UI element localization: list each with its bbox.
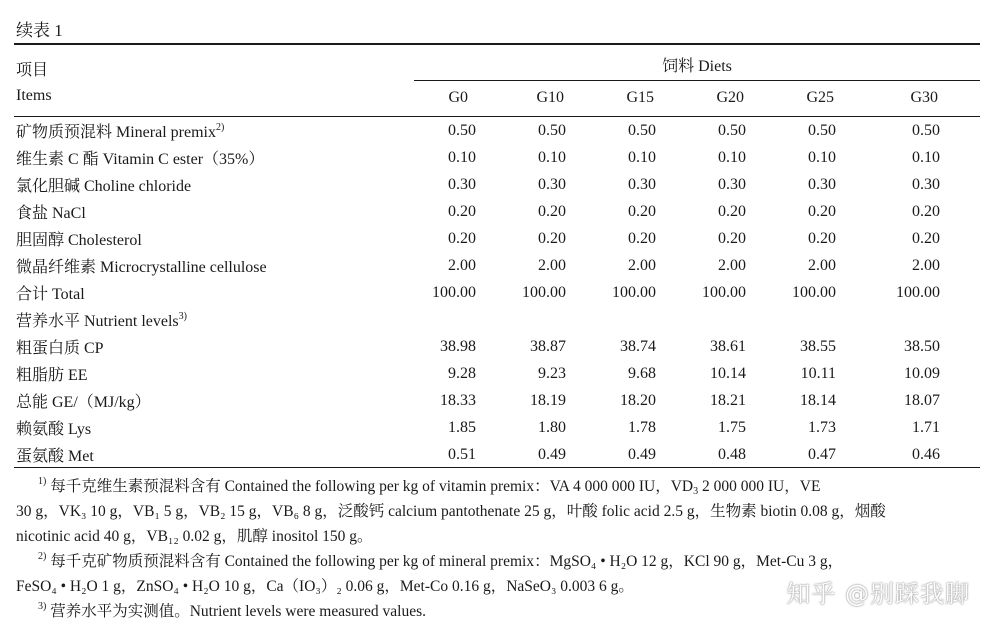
row-padding: [940, 414, 980, 441]
zhihu-watermark: 知乎 @别踩我脚: [786, 580, 970, 608]
table-cell: 0.50: [448, 121, 476, 139]
table-row: [14, 414, 980, 441]
table-cell: 0.50: [718, 121, 746, 139]
table-row: [14, 387, 980, 414]
top-rule: [14, 43, 980, 45]
table-cell: 100.00: [896, 283, 940, 301]
row-label-text: 维生素 C 酯 Vitamin C ester（35%）: [16, 151, 265, 168]
row-label: [14, 387, 416, 414]
table-cell: 2.00: [538, 256, 566, 274]
table-row: [14, 279, 980, 306]
row-label-text: 合计 Total: [16, 286, 85, 303]
footnote-1-sub: 3: [693, 486, 699, 497]
row-padding: [940, 252, 980, 279]
table-cell: 1.78: [628, 418, 656, 436]
table-cell: 0.20: [448, 229, 476, 247]
table-cell: 18.33: [440, 391, 476, 409]
row-label: [14, 252, 416, 279]
table-cell: 38.50: [904, 337, 940, 355]
table-cell: 0.30: [538, 175, 566, 193]
row-padding: [940, 198, 980, 225]
table-cell: 100.00: [702, 283, 746, 301]
table-cell: 0.10: [628, 148, 656, 166]
table-cell: 0.20: [912, 202, 940, 220]
table-cell: 38.61: [710, 337, 746, 355]
table-cell: 2.00: [448, 256, 476, 274]
row-label-footnote-mark: 3): [178, 311, 187, 322]
row-label: [14, 198, 416, 225]
row-label: [14, 279, 416, 306]
row-padding: [940, 387, 980, 414]
table-cell: 100.00: [522, 283, 566, 301]
table-cell: 0.10: [808, 148, 836, 166]
footnote-1: [16, 474, 980, 499]
table-cell: 9.28: [448, 364, 476, 382]
table-row: [14, 333, 980, 360]
table-cell: 38.87: [530, 337, 566, 355]
table-cell: 0.20: [808, 202, 836, 220]
table-cell: 0.10: [718, 148, 746, 166]
footnote-2-text: 每千克矿物质预混料含有 Contained the following per kg of mineral premix：MgSO₄ • H₂O 12 g，KCl 90 g，Met-Cu 3 g，: [50, 553, 844, 570]
bottom-rule: [14, 467, 980, 468]
items-header: [16, 58, 52, 108]
table-cell: 0.30: [912, 175, 940, 193]
row-label-footnote-mark: 2): [215, 122, 225, 133]
row-label-text: 总能 GE/（MJ/kg）: [16, 394, 151, 411]
row-label-text: 赖氨酸 Lys: [16, 421, 92, 438]
table-cell: 38.74: [620, 337, 656, 355]
table-cell: 0.50: [912, 121, 940, 139]
table-cell: 0.20: [538, 229, 566, 247]
table-cell: 10.09: [904, 364, 940, 382]
table-cell: 0.20: [448, 202, 476, 220]
table-cell: 9.23: [538, 364, 566, 382]
row-label-text: 食盐 NaCl: [16, 205, 86, 222]
table-row: [14, 144, 980, 171]
table-cell: 18.20: [620, 391, 656, 409]
diets-group-header: 饲料 Diets: [662, 58, 732, 75]
footnote-1-line-2: 30 g，VK₃ 10 g，VB₁ 5 g，VB₂ 15 g，VB₆ 8 g，泛酸钙 calcium pantothenate 25 g，叶酸 folic acid 2.5 g，生物素 biotin 0.08 g，烟酸: [16, 503, 886, 520]
row-label-text: 矿物质预混料 Mineral premix: [16, 124, 216, 141]
table-cell: 0.47: [808, 445, 836, 463]
row-padding: [940, 171, 980, 198]
column-header-g30: G30: [910, 89, 938, 106]
row-label: [14, 306, 416, 333]
footnote-3-text: 营养水平为实测值。Nutrient levels were measured values.: [50, 603, 427, 620]
table-cell: 0.30: [448, 175, 476, 193]
table-cell: 0.20: [718, 202, 746, 220]
column-header-g0: G0: [448, 89, 468, 106]
table-cell: 0.30: [628, 175, 656, 193]
table-cell: [566, 306, 656, 333]
table-cell: 0.20: [538, 202, 566, 220]
group-rule: [414, 80, 980, 81]
table-cell: 0.20: [912, 229, 940, 247]
table-cell: 1.71: [912, 418, 940, 436]
table-cell: 0.20: [808, 229, 836, 247]
table-cell: [746, 306, 836, 333]
table-cell: 9.68: [628, 364, 656, 382]
table-cell: 0.20: [718, 229, 746, 247]
table-cell: 18.21: [710, 391, 746, 409]
items-header-en: Items: [16, 87, 52, 104]
row-padding: [940, 441, 980, 468]
row-label-text: 胆固醇 Cholesterol: [16, 232, 142, 249]
table-cell: 0.30: [718, 175, 746, 193]
table-cell: 2.00: [912, 256, 940, 274]
row-label-text: 营养水平 Nutrient levels: [16, 313, 179, 330]
table-cell: 38.55: [800, 337, 836, 355]
table-cell: 0.20: [628, 202, 656, 220]
row-padding: [940, 225, 980, 252]
table-row: [14, 171, 980, 198]
table-row: [14, 198, 980, 225]
footnote-2-line-2: FeSO₄ • H₂O 1 g，ZnSO₄ • H₂O 10 g，Ca（IO₃）₂ 0.06 g，Met-Co 0.16 g，NaSeO₃ 0.003 6 g。: [16, 578, 634, 595]
table-cell: [656, 306, 746, 333]
table-cell: [836, 306, 940, 333]
table-cell: [476, 306, 566, 333]
table-row: [14, 360, 980, 387]
row-label: [14, 360, 416, 387]
row-padding: [940, 333, 980, 360]
table-caption: 续表 1: [16, 21, 63, 40]
table-cell: 0.51: [448, 445, 476, 463]
table-cell: 0.20: [628, 229, 656, 247]
table-cell: 2.00: [808, 256, 836, 274]
table-cell: 0.10: [448, 148, 476, 166]
table-cell: 10.14: [710, 364, 746, 382]
table-cell: 18.07: [904, 391, 940, 409]
table-cell: 0.46: [912, 445, 940, 463]
table-cell: 10.11: [800, 364, 836, 382]
table-row: [14, 306, 980, 333]
footnote-1-text-a: 每千克维生素预混料含有 Contained the following per kg of vitamin premix：VA 4 000 000 IU，VD: [50, 478, 694, 495]
row-padding: [940, 306, 980, 333]
table-cell: 2.00: [718, 256, 746, 274]
table-cell: 2.00: [628, 256, 656, 274]
table-row: [14, 117, 980, 144]
table-row: [14, 441, 980, 468]
items-header-zh: 项目: [16, 62, 49, 79]
table-cell: 0.30: [808, 175, 836, 193]
column-header-g25: G25: [806, 89, 834, 106]
row-label: [14, 441, 416, 468]
footnote-2: [16, 549, 980, 574]
row-label: [14, 144, 416, 171]
table-cell: 0.49: [628, 445, 656, 463]
table-row: [14, 252, 980, 279]
row-label-text: 粗蛋白质 CP: [16, 340, 104, 357]
row-label: [14, 225, 416, 252]
row-label-text: 氯化胆碱 Choline chloride: [16, 178, 192, 195]
table-cell: 1.73: [808, 418, 836, 436]
table-cell: 0.50: [808, 121, 836, 139]
footnote-1-mark: 1): [38, 476, 47, 487]
row-label: [14, 117, 416, 144]
footnote-1-text-b: 2 000 000 IU，VE: [702, 478, 821, 495]
table-cell: 0.10: [538, 148, 566, 166]
row-padding: [940, 117, 980, 144]
table-cell: 1.75: [718, 418, 746, 436]
column-header-g15: G15: [626, 89, 654, 106]
row-padding: [940, 279, 980, 306]
column-header-g10: G10: [536, 89, 564, 106]
table-cell: 100.00: [792, 283, 836, 301]
table-cell: 1.80: [538, 418, 566, 436]
row-label-text: 粗脂肪 EE: [16, 367, 88, 384]
table-cell: 100.00: [432, 283, 476, 301]
table-cell: 0.10: [912, 148, 940, 166]
table-cell: [416, 306, 476, 333]
table-cell: 1.85: [448, 418, 476, 436]
table-cell: 0.50: [538, 121, 566, 139]
row-label-text: 蛋氨酸 Met: [16, 448, 94, 465]
footnote-1-line-3: nicotinic acid 40 g，VB₁₂ 0.02 g，肌醇 inositol 150 g。: [16, 528, 373, 545]
table-cell: 38.98: [440, 337, 476, 355]
table-row: [14, 225, 980, 252]
table-cell: 0.49: [538, 445, 566, 463]
table-cell: 18.19: [530, 391, 566, 409]
row-label-text: 微晶纤维素 Microcrystalline cellulose: [16, 259, 267, 276]
table-cell: 0.50: [628, 121, 656, 139]
row-padding: [940, 144, 980, 171]
row-label: [14, 333, 416, 360]
table-cell: 100.00: [612, 283, 656, 301]
row-label: [14, 171, 416, 198]
footnote-3-mark: 3): [38, 601, 47, 612]
table-cell: 18.14: [800, 391, 836, 409]
row-padding: [940, 360, 980, 387]
diet-composition-table: [14, 117, 980, 468]
column-header-g20: G20: [716, 89, 744, 106]
row-label: [14, 414, 416, 441]
table-cell: 0.48: [718, 445, 746, 463]
footnote-2-mark: 2): [38, 551, 47, 562]
